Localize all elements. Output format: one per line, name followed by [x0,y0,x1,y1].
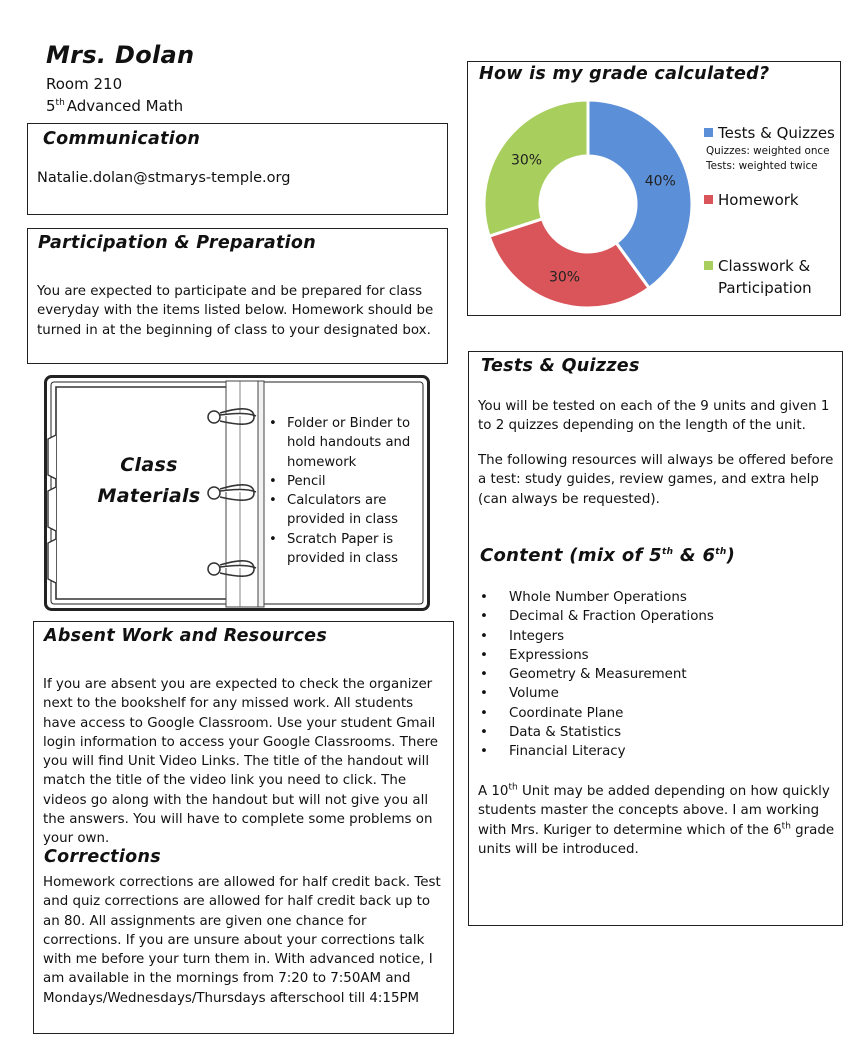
communication-title: Communication [43,129,201,149]
participation-text: You are expected to participate and be prepared for class everyday with the items listed below. Homework should be turned in at the beginning of class to your designated box. [37,284,434,338]
absent-work-title: Absent Work and Resources [44,626,328,646]
tenth-unit-paragraph: A 10th Unit may be added depending on how quickly students master the concepts above. I am working with Mrs. Kuriger to determine which of the 6th grade units will be introduced. [478,782,835,857]
grade-donut-chart [470,96,700,316]
tests-paragraph: You will be tested on each of the 9 units and given 1 to 2 quizzes depending on the length of the unit. [478,399,830,434]
communication-box [27,123,448,215]
list-item: • Integers [480,627,835,646]
legend-label: Homework [718,191,799,209]
list-item: • Financial Literacy [480,742,835,761]
class-materials-title: Class Materials [97,454,201,507]
resources-paragraph: The following resources will always be offered before a test: study guides, review games, and extra help (can always be requested). [478,453,834,507]
chart-title: How is my grade calculated? [479,64,770,84]
participation-title: Participation & Preparation [38,233,317,253]
participation-box [27,228,448,364]
class-materials-binder [44,375,430,611]
list-item: • Geometry & Measurement [480,665,835,684]
list-item: • Folder or Binder to hold handouts and homework [269,414,424,472]
absent-work-text: If you are absent you are expected to check the organizer next to the bookshelf for any missed work. All students have access to Google Classroom. Use your student Gmail login information to access your Google Classrooms. There you will find Unit Video Links. The title of the handout will match the title of the video link you need to click. The videos go along with the handout but will not give you all the answers. You will have to complete some problems on your own. [43,677,439,847]
legend-swatch [704,261,713,270]
list-item: • Scratch Paper is provided in class [269,530,424,569]
teacher-email: Natalie.dolan@stmarys-temple.org [37,170,291,186]
tests-quizzes-title: Tests & Quizzes [481,356,640,376]
list-item: • Expressions [480,646,835,665]
content-title: Content (mix of 5th & 6th) [480,545,736,566]
corrections-title: Corrections [44,847,161,867]
content-list [480,588,835,762]
legend-swatch [704,128,713,137]
legend-note: Tests: weighted twice [706,160,818,172]
list-item: • Whole Number Operations [480,588,835,607]
course-name: 5th Advanced Math [46,97,184,115]
room-number: Room 210 [46,75,123,93]
list-item: • Volume [480,684,835,703]
legend-item [704,255,839,299]
absent-work-box [33,621,454,1034]
grade-chart-box [467,61,841,316]
list-item: • Calculators are provided in class [269,491,424,530]
slice-value-label: 40% [644,173,676,190]
tests-quizzes-box [468,351,843,926]
list-item: • Decimal & Fraction Operations [480,607,835,626]
legend-note: Quizzes: weighted once [706,145,830,157]
legend-item [704,122,839,174]
legend-swatch [704,195,713,204]
teacher-name: Mrs. Dolan [46,41,195,69]
corrections-text: Homework corrections are allowed for half credit back. Test and quiz corrections are allowed for half credit back up to an 80. All assignments are given one chance for corrections. If you are unsure about your corrections talk with me before your turn them in. With advanced notice, I am available in the mornings from 7:20 to 7:50AM and Mondays/Wednesdays/Thursdays afterschool till 4:15PM [43,875,441,1006]
legend-label: Tests & Quizzes [718,124,835,142]
materials-list [269,414,424,568]
list-item: • Coordinate Plane [480,704,835,723]
list-item: • Pencil [269,472,424,491]
list-item: • Data & Statistics [480,723,835,742]
slice-value-label: 30% [510,152,543,169]
legend-item [704,189,839,211]
slice-value-label: 30% [548,269,581,286]
legend-label: Classwork & Participation [718,257,812,297]
